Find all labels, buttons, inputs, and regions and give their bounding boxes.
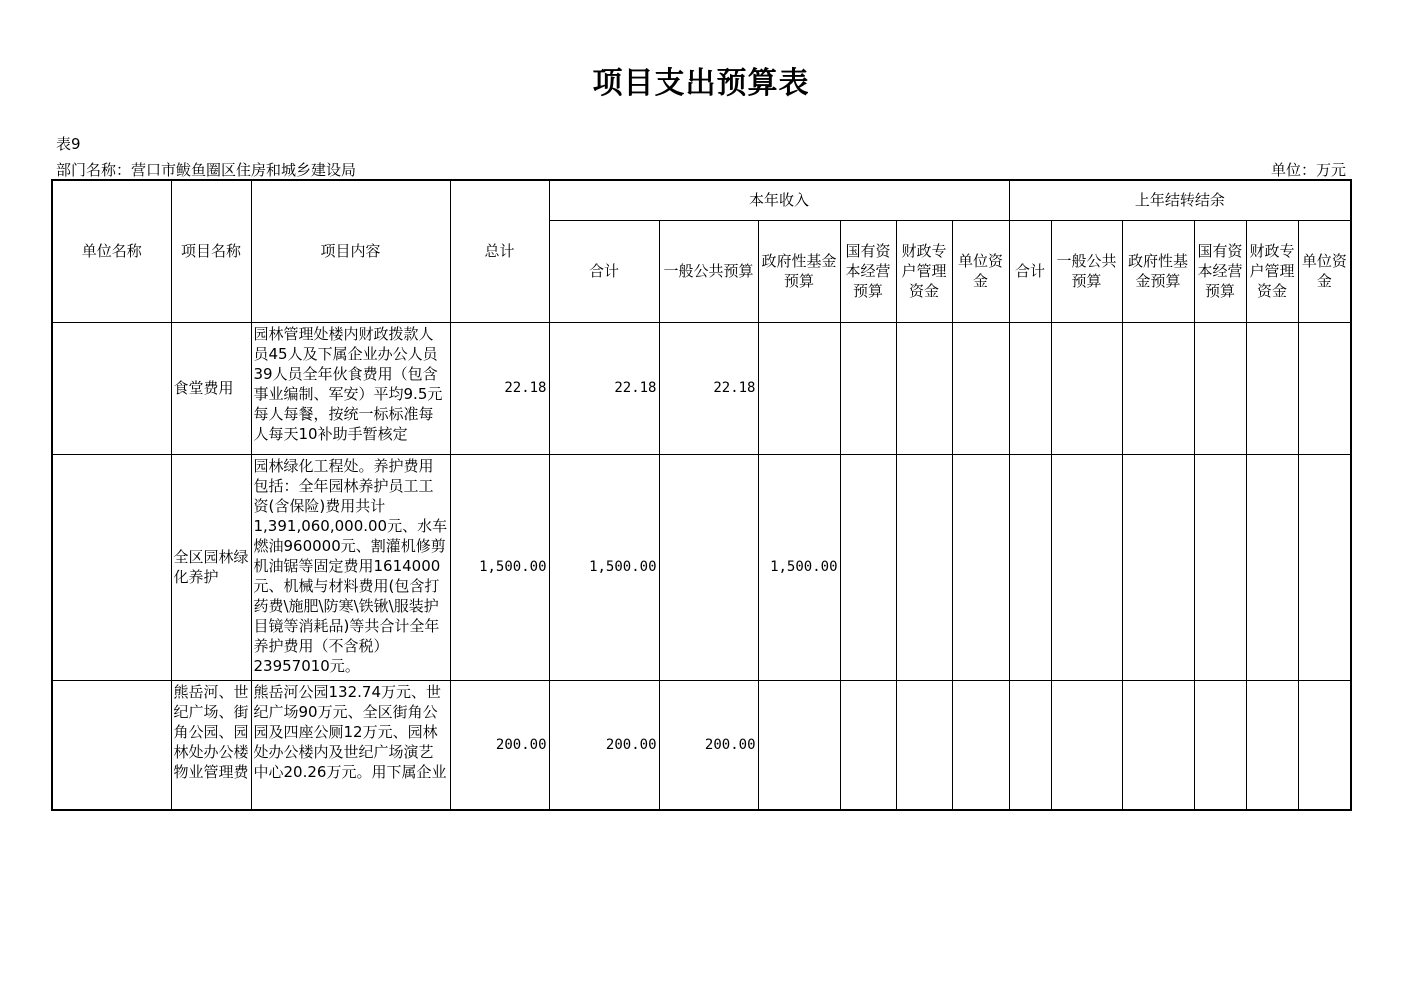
header-cur-fiscal-special: 财政专户管理资金 [896, 220, 952, 322]
cur-state-capital-cell [840, 322, 896, 454]
header-current-income: 本年收入 [549, 180, 1009, 220]
table-row [52, 680, 1351, 810]
cur-gov-fund-cell [758, 680, 840, 810]
header-total: 总计 [450, 180, 549, 322]
cur-unit-funds-cell [952, 322, 1009, 454]
project-name-cell: 全区园林绿化养护 [171, 454, 251, 680]
unit-label: 单位：万元 [1270, 161, 1346, 179]
cur-state-capital-cell [840, 680, 896, 810]
prior-unit-funds-cell [1298, 680, 1351, 810]
header-prior-gov-fund: 政府性基金预算 [1122, 220, 1194, 322]
header-project-content: 项目内容 [251, 180, 450, 322]
cur-fiscal-special-cell [896, 680, 952, 810]
header-cur-unit-funds: 单位资金 [952, 220, 1009, 322]
page-title: 项目支出预算表 [592, 66, 810, 101]
header-cur-general: 一般公共预算 [659, 220, 758, 322]
budget-table [51, 179, 1352, 811]
header-prior-general: 一般公共预算 [1051, 220, 1122, 322]
prior-gov-fund-cell [1122, 322, 1194, 454]
prior-sum-cell [1009, 322, 1051, 454]
header-prior-unit-funds: 单位资金 [1298, 220, 1351, 322]
cur-fiscal-special-cell [896, 454, 952, 680]
cur-sum-cell: 200.00 [549, 680, 659, 810]
unit-name-cell [52, 322, 171, 454]
department-name: 部门名称：营口市鲅鱼圈区住房和城乡建设局 [56, 161, 357, 179]
cur-unit-funds-cell [952, 680, 1009, 810]
header-project-name: 项目名称 [171, 180, 251, 322]
prior-fiscal-special-cell [1246, 322, 1298, 454]
prior-unit-funds-cell [1298, 322, 1351, 454]
header-prior-state-capital: 国有资本经营预算 [1194, 220, 1246, 322]
cur-sum-cell: 22.18 [549, 322, 659, 454]
prior-state-capital-cell [1194, 454, 1246, 680]
header-prior-carryover: 上年结转结余 [1009, 180, 1351, 220]
table-row [52, 322, 1351, 454]
cur-sum-cell: 1,500.00 [549, 454, 659, 680]
prior-gov-fund-cell [1122, 454, 1194, 680]
total-cell: 1,500.00 [450, 454, 549, 680]
cur-general-cell [659, 454, 758, 680]
header-cur-sum: 合计 [549, 220, 659, 322]
cur-gov-fund-cell [758, 322, 840, 454]
prior-unit-funds-cell [1298, 454, 1351, 680]
project-name-cell: 熊岳河、世纪广场、街角公园、园林处办公楼物业管理费 [173, 682, 249, 781]
unit-name-cell [52, 454, 171, 680]
project-content-cell: 园林管理处楼内财政拨款人员45人及下属企业办公人员39人员全年伙食费用（包含事业编制、军安）平均9.5元每人每餐，按统一标标准每人每天10补助手暂核定 [253, 324, 443, 443]
prior-sum-cell [1009, 680, 1051, 810]
cur-fiscal-special-cell [896, 322, 952, 454]
table-number: 表9 [56, 135, 81, 153]
table-row [52, 454, 1351, 680]
cur-state-capital-cell [840, 454, 896, 680]
cur-general-cell: 22.18 [659, 322, 758, 454]
prior-state-capital-cell [1194, 680, 1246, 810]
header-prior-sum: 合计 [1009, 220, 1051, 322]
header-prior-fiscal-special: 财政专户管理资金 [1246, 220, 1298, 322]
project-content-cell: 熊岳河公园132.74万元、世纪广场90万元、全区街角公园及四座公厕12万元、园林处办公楼内及世纪广场演艺中心20.26万元。用下属企业 [253, 682, 447, 781]
total-cell: 22.18 [450, 322, 549, 454]
prior-state-capital-cell [1194, 322, 1246, 454]
header-unit-name: 单位名称 [52, 180, 171, 322]
cur-general-cell: 200.00 [659, 680, 758, 810]
header-cur-state-capital: 国有资本经营预算 [840, 220, 896, 322]
unit-name-cell [52, 680, 171, 810]
prior-sum-cell [1009, 454, 1051, 680]
header-cur-gov-fund: 政府性基金预算 [758, 220, 840, 322]
cur-unit-funds-cell [952, 454, 1009, 680]
prior-gov-fund-cell [1122, 680, 1194, 810]
prior-general-cell [1051, 322, 1122, 454]
cur-gov-fund-cell: 1,500.00 [758, 454, 840, 680]
project-content-cell: 园林绿化工程处。养护费用包括：全年园林养护员工工资(含保险)费用共计1,391,060,000.00元、水车燃油960000元、割灌机修剪机油锯等固定费用1614000元、机械与材料费用(包含打药费\施肥\防寒\铁锹\服装护目镜等消耗品)等共合计全年养护费用（不含税）23957010元。 [253, 456, 448, 675]
prior-general-cell [1051, 680, 1122, 810]
project-name-cell: 食堂费用 [171, 322, 251, 454]
total-cell: 200.00 [450, 680, 549, 810]
prior-fiscal-special-cell [1246, 454, 1298, 680]
prior-fiscal-special-cell [1246, 680, 1298, 810]
prior-general-cell [1051, 454, 1122, 680]
